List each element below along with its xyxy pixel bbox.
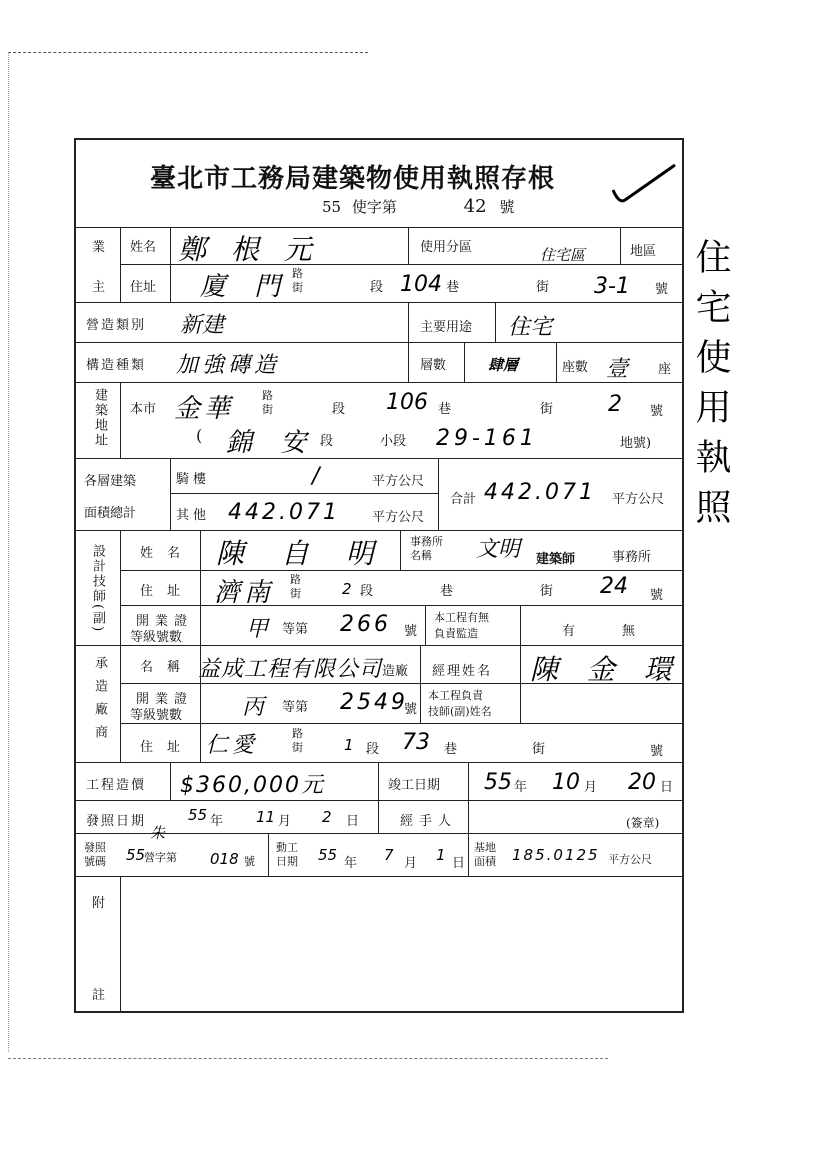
base-label-2: 面積 [474,855,496,868]
owner-jie-label: 街 [536,280,550,295]
permit-label-1: 發照 [84,841,106,854]
contractor-license-grade: 丙 [242,695,265,720]
vrule-designer [120,531,121,645]
contractor-license-class: 等第 [282,700,309,715]
vrule-area-2 [170,459,171,530]
rule-11 [76,645,682,646]
permit-number: 42 [463,196,487,217]
office-suffix-2: 事務所 [612,550,652,565]
site-lot-value: 29-161 [436,426,538,451]
floors-value: 肆層 [488,356,519,374]
vrule-owner [120,228,121,302]
vrule-supervise [425,606,426,645]
office-suffix-1: 建築師 [536,552,576,567]
notes-label-top: 附 [92,896,106,911]
site-section-label: 段 [332,402,346,417]
scan-edge-top [8,52,368,53]
contractor-name-value: 益成工程有限公司 [198,657,383,682]
permit-hao: 號 [499,198,515,216]
permit-no: 018 [210,850,239,868]
site-road-value: 金華 [174,394,235,424]
vrule-complete-2 [468,763,469,800]
issue-month-label: 月 [278,814,292,829]
page-title: 臺北市工務局建築物使用執照存根 [150,164,556,194]
issue-day: 2 [322,808,332,826]
designer-name-label: 姓名 [140,546,195,561]
complete-month-label: 月 [584,780,598,795]
tech-label-1: 本工程負責 [428,689,483,702]
designer-license-hao: 號 [404,624,418,639]
owner-address-label: 住址 [130,280,157,295]
rule-4 [76,342,682,343]
permit-year-prefix: 55 [322,198,342,216]
other-label: 其他 [176,508,211,523]
owner-group-top: 業 [92,240,106,255]
designer-name-value: 陳 自 明 [216,537,388,570]
vrule-use [408,303,409,382]
contractor-name-label: 名稱 [140,660,195,675]
owner-name-label: 姓名 [130,240,157,255]
start-label-1: 動工 [276,841,298,854]
rule-7 [170,493,438,494]
rule-3 [76,302,682,303]
designer-license-label-2: 等級號數 [130,630,183,645]
owner-name-value: 鄭 根 元 [178,233,320,266]
office-value: 文明 [476,537,521,562]
designer-license-grade: 甲 [246,617,269,642]
site-number-value: 2 [608,392,622,417]
main-use-value: 住宅 [508,315,553,340]
start-day: 1 [436,846,446,864]
designer-road-label: 路 [290,573,301,586]
vrule-floors [464,343,465,382]
complete-year-label: 年 [514,780,528,795]
permit-word: 使字第 [351,198,397,216]
vrule-supervise-2 [520,606,521,645]
start-month: 7 [384,846,394,864]
contractor-road-value: 仁愛 [206,733,259,758]
arcade-unit: 平方公尺 [372,474,425,489]
start-label-2: 日期 [276,855,298,868]
vrule-start [268,834,269,876]
complete-label: 竣工日期 [388,778,441,793]
rule-13 [120,723,682,724]
issue-day-label: 日 [346,814,360,829]
start-year-label: 年 [344,856,358,871]
contractor-section-label: 段 [366,742,380,757]
designer-number-label: 號 [650,588,664,603]
site-sub-section-label: 小段 [380,434,407,449]
owner-road-value: 廈 門 [200,272,291,302]
district-label: 地區 [630,244,657,259]
contractor-factory-label: 造廠 [382,664,409,679]
permit-label-2: 號碼 [84,855,106,868]
arcade-label: 騎樓 [176,472,211,487]
site-lot-label: 地號) [620,436,652,451]
vrule-designer-2 [200,531,201,762]
contractor-street-label: 街 [292,741,303,754]
vrule-site [120,383,121,458]
designer-license-class: 等第 [282,622,309,637]
site-number-label: 號 [650,404,664,419]
owner-road-label: 路 [292,267,303,280]
site-street-label: 街 [262,403,273,416]
site-city-label: 本市 [130,402,157,417]
tech-label-2: 技師(副)姓名 [428,705,492,718]
vrule-blocks [556,343,557,382]
vrule-notes [120,877,121,1011]
vrule-handler [378,801,379,833]
permit-form [74,138,684,1013]
designer-jie-label: 街 [540,584,554,599]
zone-label: 使用分區 [420,240,473,255]
designer-address-label: 住址 [140,584,195,599]
vrule-complete [378,763,379,800]
contractor-section-value: 1 [344,736,354,754]
arcade-value: / [312,464,320,489]
office-label-1: 事務所 [410,535,443,548]
category-value: 新建 [180,313,225,338]
permit-hao: 號 [244,855,255,868]
blocks-unit: 座 [658,362,672,377]
category-label: 營造類別 [86,318,147,333]
blocks-label: 座數 [562,360,589,375]
rule-10 [120,605,682,606]
designer-road-value: 濟南 [214,578,275,608]
rule-9 [120,570,682,571]
designer-section-value: 2 [342,580,352,598]
adjacent-page-side-text: 住宅使用執照 [690,238,731,538]
site-jie-label: 街 [540,402,554,417]
floors-label: 層數 [420,358,447,373]
contractor-lane-label: 巷 [444,742,458,757]
site-lane-label: 巷 [438,402,452,417]
permit-word: 營字第 [144,851,177,864]
cost-value: $360,000元 [180,773,325,798]
structure-label: 構造種類 [86,358,147,373]
permit-year: 55 [126,846,146,864]
rule-5 [76,382,682,383]
other-value: 442.071 [228,500,340,525]
vrule-manager [420,646,421,723]
contractor-number-label: 號 [650,744,664,759]
scan-edge-bottom [8,1058,608,1059]
designer-license-label-1: 開業證 [136,614,194,629]
total-value: 442.071 [484,480,596,505]
other-unit: 平方公尺 [372,510,425,525]
designer-license-no: 266 [340,612,391,637]
rule-17 [76,876,682,877]
office-label-2: 名稱 [410,549,432,562]
total-label: 合計 [450,492,477,507]
issue-label: 發照日期 [86,814,147,829]
issue-year: 55 [188,806,208,824]
vrule-cost [170,763,171,800]
site-road-label: 路 [262,389,273,402]
contractor-license-no: 2549 [340,690,408,715]
start-day-label: 日 [452,856,466,871]
main-use-label: 主要用途 [420,320,473,335]
vrule-handler-2 [468,801,469,833]
structure-value: 加強磚造 [176,353,281,378]
contractor-lane-value: 73 [402,730,430,755]
handler-label: 經手人 [400,814,458,829]
cost-label: 工程造價 [86,778,147,793]
supervise-yes: 有 [562,624,576,639]
contractor-license-label-1: 開業證 [136,692,194,707]
site-parcel-section-value: 錦 安 [226,428,317,458]
manager-label: 經理姓名 [432,664,493,679]
total-unit: 平方公尺 [612,492,665,507]
issue-year-label: 年 [210,814,224,829]
complete-month: 10 [552,770,580,795]
base-label-1: 基地 [474,841,496,854]
owner-section-label: 段 [370,280,384,295]
site-group-label: 建築地址 [92,388,107,448]
designer-section-label: 段 [360,584,374,599]
owner-number-value: 3-1 [594,274,630,299]
complete-year: 55 [484,770,512,795]
complete-day-label: 日 [660,780,674,795]
handler-signature: 朱 [150,824,166,842]
designer-lane-label: 巷 [440,584,454,599]
vrule-use-2 [495,303,496,342]
vrule-office [400,531,401,570]
contractor-address-label: 住址 [140,740,195,755]
rule-1 [76,227,682,228]
supervise-label-1: 本工程有無 [434,611,489,624]
manager-value: 陳 金 環 [530,653,682,686]
designer-street-label: 街 [290,587,301,600]
owner-group-bottom: 主 [92,280,106,295]
base-value: 185.0125 [512,846,600,864]
supervise-label-2: 負責監造 [434,627,478,640]
contractor-jie-label: 街 [532,742,546,757]
rule-14 [76,762,682,763]
vrule-contractor [120,646,121,762]
vrule-area-3 [438,459,439,530]
blocks-value: 壹 [606,357,629,382]
supervise-no: 無 [622,624,636,639]
rule-6 [76,458,682,459]
rule-15 [76,800,682,801]
contractor-road-label: 路 [292,727,303,740]
designer-group-label: 設計技師(副) [90,544,105,634]
base-unit: 平方公尺 [608,853,652,866]
start-month-label: 月 [404,856,418,871]
notes-label-bottom: 註 [92,988,106,1003]
area-group-label-1: 各層建築 [84,474,137,489]
zone-value: 住宅區 [540,246,586,264]
owner-lane-label: 巷 [446,280,460,295]
scan-edge-left [8,52,9,1052]
owner-street-label: 街 [292,281,303,294]
area-group-label-2: 面積總計 [84,506,137,521]
contractor-group-label: 承造廠商 [92,656,107,748]
contractor-license-label-2: 等級號數 [130,708,183,723]
site-lane-value: 106 [386,390,428,415]
vrule-base [468,834,469,876]
vrule-zone [408,228,409,265]
complete-day: 20 [628,770,656,795]
contractor-license-hao: 號 [404,702,418,717]
designer-number-value: 24 [600,574,628,599]
owner-lane-value: 104 [400,272,442,297]
stamp-label: (簽章) [626,816,660,830]
rule-16 [76,833,682,834]
vrule-owner-2 [170,228,171,302]
issue-month: 11 [256,808,276,826]
site-parcel-section-label: 段 [320,434,334,449]
rule-8 [76,530,682,531]
start-year: 55 [318,846,338,864]
vrule-district [620,228,621,265]
site-paren-open: ( [196,426,203,445]
vrule-manager-2 [520,646,521,723]
owner-number-label: 號 [655,282,669,297]
